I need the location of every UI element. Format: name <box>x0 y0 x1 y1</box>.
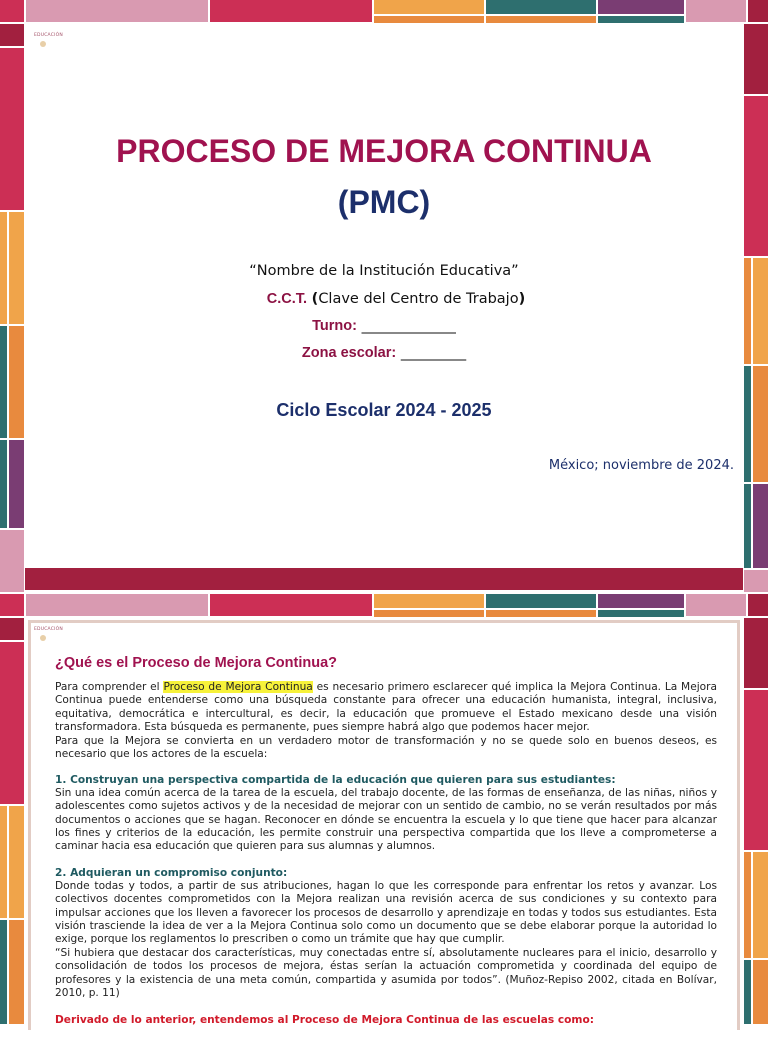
cct-value: Clave del Centro de Trabajo <box>318 291 519 307</box>
mosaic-tile <box>486 594 596 608</box>
mosaic-tile <box>0 642 24 804</box>
mosaic-tile <box>0 24 24 46</box>
mosaic-tile <box>753 960 768 1024</box>
logo-emblem-icon <box>40 635 46 641</box>
mosaic-tile <box>753 852 768 958</box>
mosaic-tile <box>598 610 684 617</box>
mosaic-tile <box>744 960 751 1024</box>
mosaic-tile <box>744 852 751 958</box>
logo-text: EDUCACIÓN <box>34 33 63 38</box>
mosaic-tile <box>686 0 746 22</box>
mosaic-tile <box>9 326 24 438</box>
cct-line <box>12 291 768 307</box>
mosaic-tile <box>9 920 24 1024</box>
highlighted-term: Proceso de Mejora Continua <box>163 681 313 693</box>
mosaic-tile <box>374 594 484 608</box>
mosaic-tile <box>486 610 596 617</box>
cct-paren-open: ( <box>311 291 319 307</box>
mosaic-tile <box>26 594 208 616</box>
zona-blank: _________ <box>400 345 467 361</box>
cover-title-acronym: (PMC) <box>337 184 431 220</box>
mosaic-tile <box>744 96 768 256</box>
turno-blank: _____________ <box>361 318 456 334</box>
point-1-text: Sin una idea común acerca de la tarea de la escuela, del trabajo docente, de las formas de enseñanza, de las niñas, niños y adolescentes como sujetos activos y de la necesidad de mejorar con un sentido de cambio, no se verán resultados por más documentos o acciones que se hagan. Reconocer en dónde se encuentra la escuela y lo que tiene que hacer para alcanzar los fines y criterios de la educación, les permite construir una perspectiva compartida que los lleve a comprometerse a caminar hacia esa educación que quieren para sus alumnas y alumnos. <box>55 787 717 853</box>
mosaic-tile <box>748 0 768 22</box>
cover-date: México; noviembre de 2024. <box>548 458 734 473</box>
mosaic-tile <box>210 594 372 616</box>
mosaic-tile <box>374 16 484 23</box>
mosaic-tile <box>486 0 596 14</box>
quote-paragraph: “Si hubiera que destacar dos características, muy conectadas entre sí, absolutamente nucleares para el inicio, desarrollo y consolidación de todos los procesos de mejora, éstas serían la actuación comprometida y coordinada del equipo de profesores y la existencia de una meta común, compartida y asumida por todos”. (Muñoz-Repiso 2002, citada en Bolívar, 2010, p. 11) <box>55 947 717 999</box>
mosaic-tile <box>598 16 684 23</box>
zona-line <box>0 345 768 361</box>
cover-bottom-band <box>25 568 743 590</box>
mosaic-tile <box>0 920 7 1024</box>
mosaic-tile <box>9 806 24 918</box>
logo-text: EDUCACIÓN <box>34 627 63 632</box>
mosaic-tile <box>0 618 24 640</box>
mosaic-tile <box>748 594 768 616</box>
content-logo <box>34 627 63 641</box>
school-cycle: Ciclo Escolar 2024 - 2025 <box>276 400 492 420</box>
institution-name: “Nombre de la Institución Educativa” <box>249 263 519 279</box>
mosaic-tile <box>0 0 24 22</box>
turno-line <box>0 318 768 334</box>
mosaic-tile <box>0 326 7 438</box>
mosaic-tile <box>744 484 751 568</box>
derivado-paragraph: Derivado de lo anterior, entendemos al Proceso de Mejora Continua de las escuelas como: <box>55 1014 594 1026</box>
logo-emblem-icon <box>40 41 46 47</box>
mosaic-tile <box>744 366 751 482</box>
mosaic-tile <box>0 806 7 918</box>
mosaic-tile <box>210 0 372 22</box>
cct-label: C.C.T. <box>266 291 308 307</box>
mosaic-tile <box>0 530 24 592</box>
intro-text: es necesario primero esclarecer qué implica la Mejora Continua. La Mejora Continua puede entenderse como una búsqueda constante para ofrecer una educación humanista, integral, inclusiva, equitativa, democrática e intercultural, es decir, la educación que promueve el Estado mexicano desde una visión transformadora. Esta búsqueda es permanente, pues siempre habrá algo que podemos hacer mejor. <box>55 681 717 733</box>
point-1-heading: 1. Construyan una perspectiva compartida de la educación que quieren para sus estudiantes: <box>55 774 616 786</box>
intro-text: Para comprender el <box>55 681 164 693</box>
mosaic-tile <box>9 440 24 528</box>
mosaic-tile <box>744 24 768 94</box>
mosaic-tile <box>374 0 484 14</box>
mosaic-tile <box>26 0 208 22</box>
intro-paragraph-2: Para que la Mejora se convierta en un verdadero motor de transformación y no se quede solo en buenos deseos, es necesario que los actores de la escuela: <box>55 735 717 761</box>
mosaic-tile <box>486 16 596 23</box>
mosaic-tile <box>0 440 7 528</box>
zona-label: Zona escolar: <box>301 345 397 361</box>
cover-title: PROCESO DE MEJORA CONTINUA <box>116 133 652 169</box>
mosaic-tile <box>753 366 768 482</box>
mosaic-tile <box>598 0 684 14</box>
section-heading: ¿Qué es el Proceso de Mejora Continua? <box>55 655 338 671</box>
mosaic-tile <box>744 618 768 688</box>
mosaic-tile <box>374 610 484 617</box>
point-2-text: Donde todas y todos, a partir de sus atribuciones, hagan lo que les corresponde para enfrentar los retos y avanzar. Los colectivos docentes comprometidos con la Mejora realizan una revisión acerca de sus condiciones y su contexto para impulsar acciones que los lleven a favorecer los procesos de desarrollo y aprendizaje en todas y todos sus estudiantes. Esta visión trasciende la idea de ver a la Mejora Continua solo como un documento que se debe elaborar porque la autoridad lo exige, porque los reglamentos lo prescriben o como un trámite que hay que cumplir. <box>55 880 717 946</box>
mosaic-tile <box>598 594 684 608</box>
point-2-heading: 2. Adquieran un compromiso conjunto: <box>55 867 288 879</box>
mosaic-tile <box>744 690 768 850</box>
mosaic-tile <box>753 484 768 568</box>
intro-paragraph <box>55 681 717 734</box>
mosaic-tile <box>0 594 24 616</box>
cct-paren-close: ) <box>518 291 526 307</box>
mosaic-tile <box>744 570 768 592</box>
cover-logo <box>34 33 63 47</box>
mosaic-tile <box>686 594 746 616</box>
turno-label: Turno: <box>312 318 357 334</box>
